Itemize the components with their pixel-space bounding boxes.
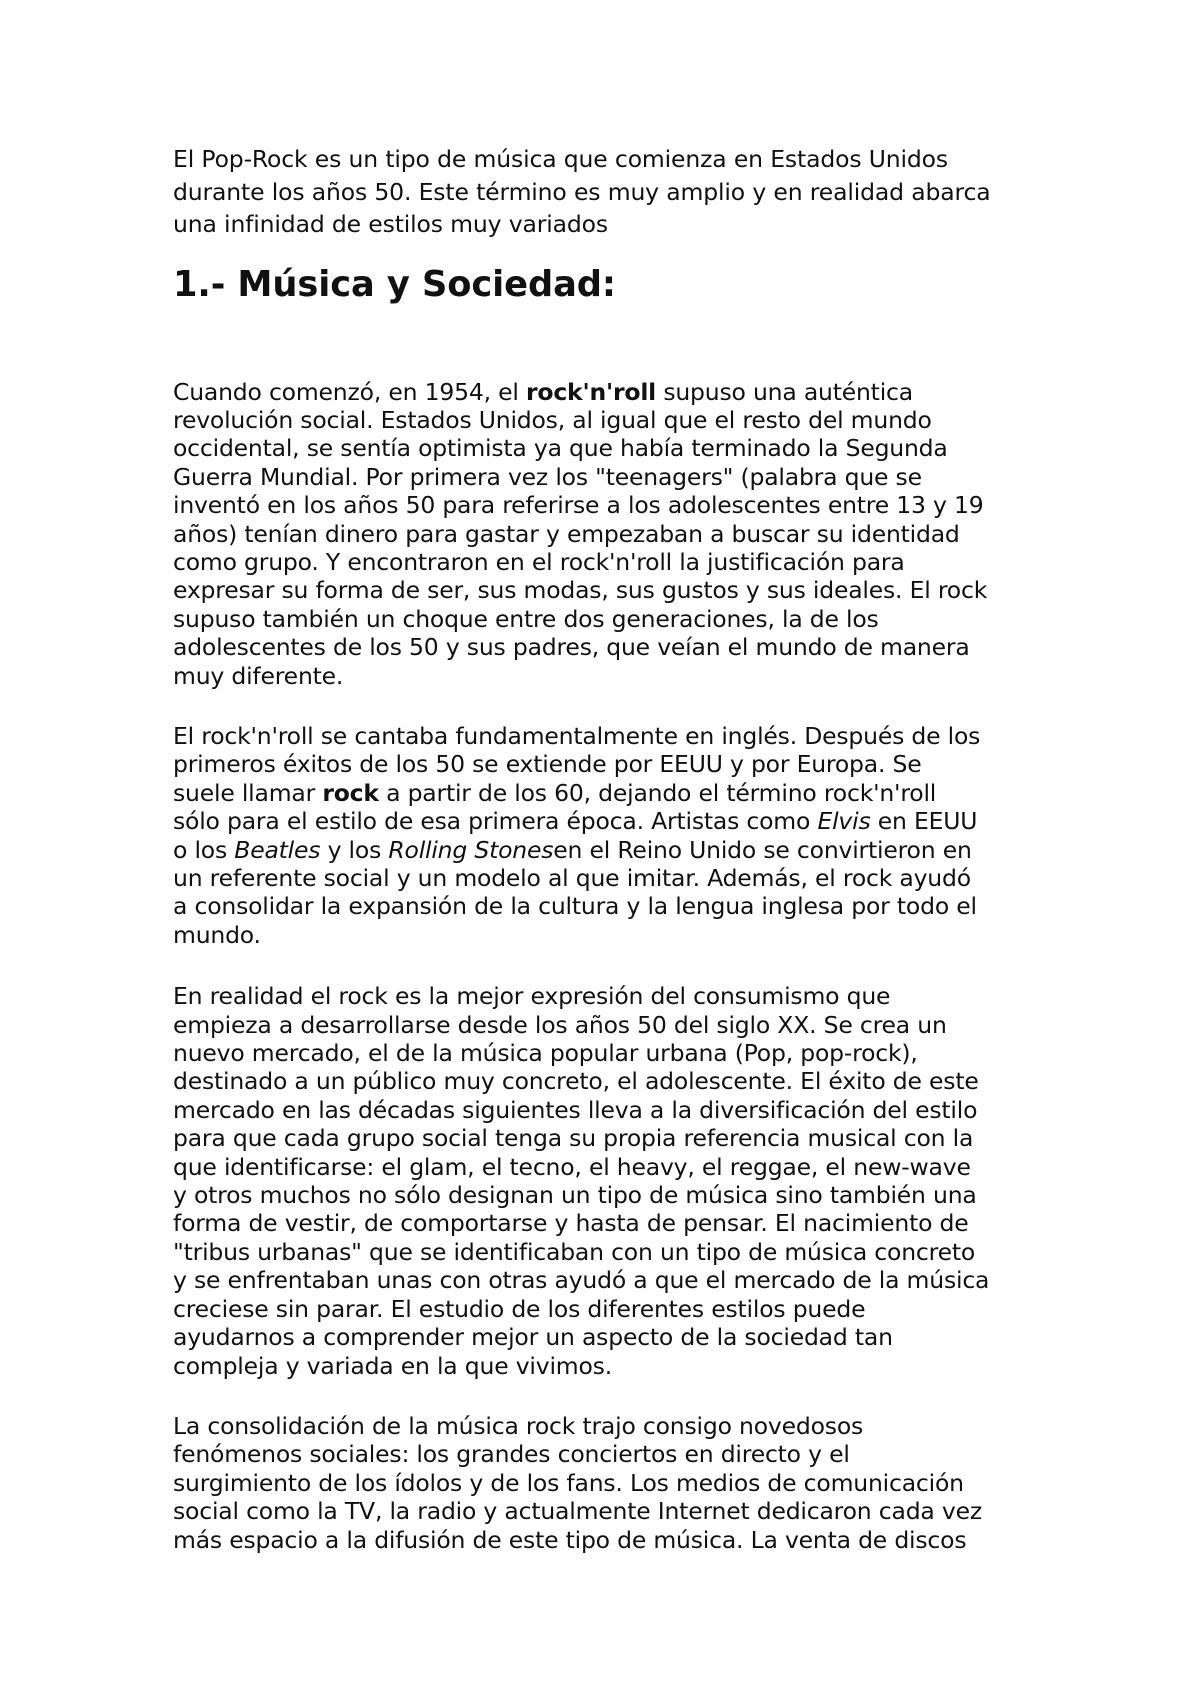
- text-line: El rock'n'roll se cantaba fundamentalmente en inglés. Después de los: [173, 721, 981, 750]
- text-run: a partir de los 60, dejando el término rock'n'roll: [378, 778, 937, 807]
- italic-term-elvis: Elvis: [817, 807, 871, 836]
- text-line: y otros muchos no sólo designan un tipo de música sino también una: [173, 1181, 977, 1210]
- paragraph-social-phenomena: [173, 1412, 1041, 1554]
- text-line: muy diferente.: [173, 661, 344, 690]
- text-line: [173, 836, 1041, 864]
- text-line: supuso también un choque entre dos generaciones, la de los: [173, 604, 879, 633]
- text-line: mundo.: [173, 920, 261, 949]
- text-line: que identificarse: el glam, el tecno, el heavy, el reggae, el new-wave: [173, 1152, 971, 1181]
- text-line: empieza a desarrollarse desde los años 50 del siglo XX. Se crea un: [173, 1010, 947, 1039]
- text-line: expresar su forma de ser, sus modas, sus gustos y sus ideales. El rock: [173, 576, 988, 605]
- text-line: un referente social y un modelo al que imitar. Además, el rock ayudó: [173, 864, 971, 892]
- text-run: o los: [173, 835, 235, 864]
- intro-paragraph: [173, 143, 1041, 241]
- text-run: suele llamar: [173, 778, 323, 807]
- text-line: primeros éxitos de los 50 se extiende por EEUU y por Europa. Se: [173, 750, 922, 779]
- text-line: revolución social. Estados Unidos, al igual que el resto del mundo: [173, 405, 932, 434]
- bold-term-rock: rock: [322, 778, 379, 807]
- paragraph-consumerism: [173, 982, 1041, 1380]
- text-line: [173, 807, 1041, 835]
- text-line: durante los años 50. Este término es muy amplio y en realidad abarca: [173, 177, 991, 206]
- text-line: occidental, se sentía optimista ya que había terminado la Segunda: [173, 434, 948, 463]
- text-line: creciese sin parar. El estudio de los diferentes estilos puede: [173, 1294, 866, 1323]
- text-line: forma de vestir, de comportarse y hasta de pensar. El nacimiento de: [173, 1209, 969, 1238]
- text-line: nuevo mercado, el de la música popular urbana (Pop, pop-rock),: [173, 1039, 918, 1068]
- italic-term-rolling-stones: Rolling Stones: [388, 835, 554, 864]
- italic-term-beatles: Beatles: [234, 835, 321, 864]
- text-line: más espacio a la difusión de este tipo de música. La venta de discos: [173, 1525, 967, 1554]
- bold-term-rocknroll: rock'n'roll: [525, 377, 657, 406]
- text-line: destinado a un público muy concreto, el adolescente. El éxito de este: [173, 1067, 979, 1096]
- text-line: La consolidación de la música rock trajo consigo novedosos: [173, 1411, 864, 1440]
- text-line: ayudarnos a comprender mejor un aspecto de la sociedad tan: [173, 1323, 893, 1352]
- text-run: y los: [320, 835, 389, 864]
- text-run: supuso una auténtica: [656, 377, 913, 406]
- text-line: inventó en los años 50 para referirse a los adolescentes entre 13 y 19: [173, 491, 984, 520]
- text-line: El Pop-Rock es un tipo de música que comienza en Estados Unidos: [173, 145, 949, 173]
- text-line: "tribus urbanas" que se identificaban con un tipo de música concreto: [173, 1237, 976, 1266]
- text-line: adolescentes de los 50 y sus padres, que veían el mundo de manera: [173, 633, 970, 662]
- text-run: en EEUU: [870, 807, 978, 836]
- text-line: fenómenos sociales: los grandes conciertos en directo y el: [173, 1440, 850, 1469]
- text-line: una infinidad de estilos muy variados: [173, 210, 608, 238]
- text-line: En realidad el rock es la mejor expresión del consumismo que: [173, 982, 891, 1011]
- text-line: compleja y variada en la que vivimos.: [173, 1351, 612, 1380]
- text-line: a consolidar la expansión de la cultura y la lengua inglesa por todo el: [173, 892, 977, 921]
- text-line: y se enfrentaban unas con otras ayudó a que el mercado de la música: [173, 1266, 990, 1295]
- text-line: años) tenían dinero para gastar y empezaban a buscar su identidad: [173, 519, 960, 548]
- text-line: mercado en las décadas siguientes lleva a la diversificación del estilo: [173, 1095, 978, 1124]
- paragraph-rock-origins: [173, 378, 1041, 690]
- text-line: [173, 779, 1041, 807]
- text-run: sólo para el estilo de esa primera época. Artistas como: [173, 807, 818, 836]
- text-line: [173, 378, 1041, 406]
- text-line: para que cada grupo social tenga su propia referencia musical con la: [173, 1124, 974, 1153]
- text-line: como grupo. Y encontraron en el rock'n'roll la justificación para: [173, 547, 905, 576]
- text-run: Cuando comenzó, en 1954, el: [173, 377, 526, 406]
- paragraph-rock-expansion: [173, 722, 1041, 949]
- text-line: social como la TV, la radio y actualmente Internet dedicaron cada vez: [173, 1497, 982, 1526]
- document-body: [173, 143, 1041, 1554]
- text-run: en el Reino Unido se convirtieron en: [553, 835, 972, 864]
- text-line: surgimiento de los ídolos y de los fans. Los medios de comunicación: [173, 1468, 964, 1497]
- section-heading: 1.- Música y Sociedad:: [173, 263, 616, 305]
- text-line: Guerra Mundial. Por primera vez los "teenagers" (palabra que se: [173, 462, 922, 491]
